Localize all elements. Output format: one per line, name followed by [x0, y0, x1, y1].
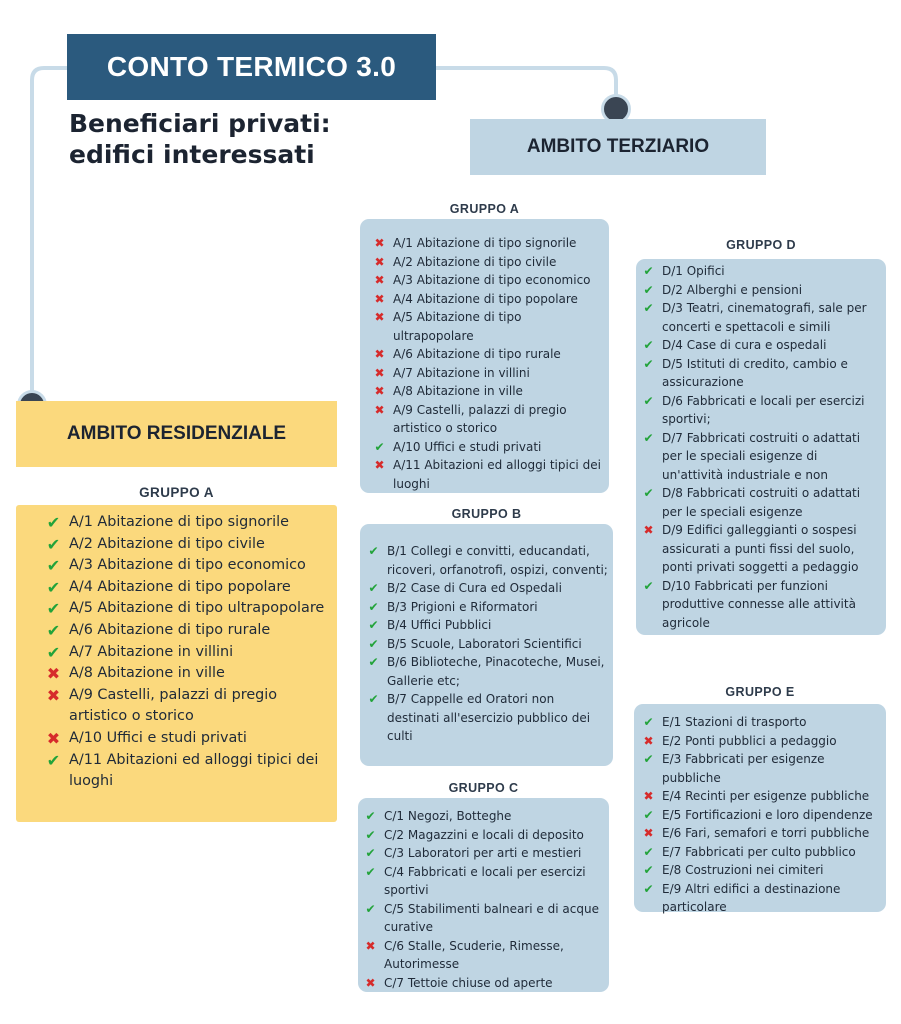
list-item	[366, 653, 609, 690]
list-item	[44, 598, 329, 620]
list-item-label: E/2 Ponti pubblici a pedaggio	[662, 733, 837, 748]
list-item	[641, 299, 878, 336]
check-icon: ✔	[46, 556, 61, 576]
cross-icon: ✖	[365, 938, 376, 953]
check-icon: ✔	[643, 356, 654, 371]
list-item-label: D/4 Case di cura e ospedali	[662, 338, 827, 352]
list-item	[641, 577, 878, 633]
list-item	[641, 843, 884, 862]
list-item	[372, 290, 603, 309]
check-icon: ✔	[643, 393, 654, 408]
cross-icon: ✖	[365, 975, 376, 990]
cross-icon: ✖	[46, 664, 61, 684]
list-item-label: D/1 Opifici	[662, 264, 725, 278]
check-icon: ✔	[643, 752, 654, 766]
list-item	[372, 345, 603, 364]
list-item-label: A/2 Abitazione di tipo civile	[393, 254, 557, 269]
check-icon: ✔	[643, 301, 654, 315]
check-icon: ✔	[365, 846, 376, 860]
terziario-gruppo-d-list	[636, 259, 886, 635]
list-item-label: D/2 Alberghi e pensioni	[662, 282, 803, 297]
check-icon: ✔	[368, 655, 379, 669]
list-item-label: E/6 Fari, semafori e torri pubbliche	[662, 826, 870, 840]
list-item	[641, 861, 884, 880]
list-item	[372, 401, 603, 438]
cross-icon: ✖	[643, 523, 654, 537]
list-item-label: E/4 Recinti per esigenze pubbliche	[662, 789, 870, 803]
check-icon: ✔	[643, 282, 654, 297]
cross-icon: ✖	[46, 728, 61, 748]
list-item	[641, 806, 884, 825]
list-item	[641, 824, 884, 843]
check-icon: ✔	[365, 809, 376, 823]
list-item-label: A/6 Abitazione di tipo rurale	[393, 347, 561, 361]
check-icon: ✔	[365, 864, 376, 879]
check-icon: ✔	[368, 599, 379, 614]
list-item	[372, 382, 603, 401]
terziario-gruppo-e-list	[634, 704, 886, 912]
list-item-label: B/6 Biblioteche, Pinacoteche, Musei, Gallerie etc;	[387, 655, 605, 688]
list-item-label: C/5 Stabilimenti balneari e di acque curative	[384, 901, 599, 934]
cross-icon: ✖	[643, 826, 654, 840]
list-item	[363, 937, 605, 974]
list-item-label: D/5 Istituti di credito, cambio e assicurazione	[662, 356, 848, 389]
list-item	[366, 598, 609, 617]
list-item-label: A/6 Abitazione di tipo rurale	[69, 621, 271, 638]
list-item-label: A/1 Abitazione di tipo signorile	[393, 236, 577, 250]
list-item	[641, 732, 884, 751]
list-item-label: A/8 Abitazione in ville	[69, 665, 225, 682]
list-item	[44, 728, 329, 750]
list-item-label: D/3 Teatri, cinematografi, sale per concerti e spettacoli e simili	[662, 301, 867, 334]
list-item	[641, 521, 878, 577]
subtitle-line-2: edifici interessati	[69, 140, 315, 169]
list-item-label: B/5 Scuole, Laboratori Scientifici	[387, 636, 582, 651]
list-item	[641, 484, 878, 521]
list-item	[372, 308, 603, 345]
list-item	[44, 555, 329, 577]
list-item-label: B/2 Case di Cura ed Ospedali	[387, 581, 562, 595]
check-icon: ✔	[46, 599, 61, 619]
cross-icon: ✖	[374, 384, 385, 398]
list-item	[363, 974, 605, 993]
list-item	[363, 807, 605, 826]
list-item-label: C/4 Fabbricati e locali per esercizi sportivi	[384, 864, 586, 897]
list-item-label: E/7 Fabbricati per culto pubblico	[662, 844, 856, 859]
list-item	[363, 863, 605, 900]
cross-icon: ✖	[46, 685, 61, 705]
ambito-terziario-label: AMBITO TERZIARIO	[470, 119, 766, 175]
check-icon: ✔	[368, 581, 379, 595]
list-item-label: A/4 Abitazione di tipo popolare	[69, 578, 291, 595]
terziario-gruppo-a-list	[360, 219, 609, 493]
list-item-label: A/2 Abitazione di tipo civile	[69, 535, 265, 552]
list-item	[366, 616, 609, 635]
residenziale-gruppo-a-list	[16, 505, 337, 822]
list-item-label: A/3 Abitazione di tipo economico	[69, 557, 306, 574]
check-icon: ✔	[46, 513, 61, 532]
list-item	[44, 685, 329, 728]
list-item-label: A/9 Castelli, palazzi di pregio artistico o storico	[393, 402, 567, 435]
list-item	[44, 642, 329, 664]
list-item	[44, 663, 329, 685]
list-item	[372, 364, 603, 383]
check-icon: ✔	[365, 901, 376, 916]
terziario-gruppo-b-heading: GRUPPO B	[451, 507, 522, 521]
list-item-label: E/1 Stazioni di trasporto	[662, 715, 807, 729]
list-item-label: D/9 Edifici galleggianti o sospesi assicurati a punti fissi del suolo, ponti privati soggetti a pedaggio	[662, 523, 859, 574]
list-item	[363, 844, 605, 863]
list-item-label: D/8 Fabbricati costruiti o adattati per le speciali esigenze	[662, 486, 861, 519]
check-icon: ✔	[368, 544, 379, 558]
check-icon: ✔	[46, 534, 61, 554]
cross-icon: ✖	[374, 347, 385, 361]
list-item	[44, 577, 329, 599]
list-item	[641, 429, 878, 485]
list-item	[44, 750, 329, 793]
check-icon: ✔	[643, 486, 654, 500]
cross-icon: ✖	[374, 458, 385, 472]
ambito-residenziale-label: AMBITO RESIDENZIALE	[16, 401, 337, 467]
list-item	[641, 336, 878, 355]
check-icon: ✔	[374, 439, 385, 454]
list-item-label: A/9 Castelli, palazzi di pregio artistico o storico	[69, 686, 278, 725]
check-icon: ✔	[643, 578, 654, 593]
list-item-label: B/4 Uffici Pubblici	[387, 618, 492, 632]
cross-icon: ✖	[643, 733, 654, 748]
list-item	[44, 620, 329, 642]
list-item	[372, 456, 603, 493]
check-icon: ✔	[643, 338, 654, 352]
list-item	[363, 900, 605, 937]
list-item-label: E/5 Fortificazioni e loro dipendenze	[662, 807, 873, 822]
cross-icon: ✖	[374, 236, 385, 250]
check-icon: ✔	[368, 618, 379, 632]
list-item	[44, 512, 329, 534]
terziario-gruppo-c-list	[358, 798, 609, 992]
check-icon: ✔	[643, 715, 654, 729]
list-item	[641, 262, 878, 281]
list-item	[366, 690, 609, 746]
terziario-gruppo-c-heading: GRUPPO C	[448, 781, 519, 795]
list-item-label: C/7 Tettoie chiuse od aperte	[384, 975, 553, 990]
check-icon: ✔	[368, 692, 379, 706]
list-item-label: E/9 Altri edifici a destinazione particolare	[662, 881, 841, 914]
check-icon: ✔	[643, 844, 654, 859]
list-item	[44, 534, 329, 556]
list-item-label: B/3 Prigioni e Riformatori	[387, 599, 538, 614]
list-item-label: B/7 Cappelle ed Oratori non destinati all'esercizio pubblico dei culti	[387, 692, 591, 743]
cross-icon: ✖	[374, 254, 385, 269]
list-item-label: A/7 Abitazione in villini	[393, 365, 530, 380]
page-subtitle	[69, 108, 389, 170]
list-item-label: E/8 Costruzioni nei cimiteri	[662, 863, 824, 877]
cross-icon: ✖	[374, 291, 385, 306]
list-item	[372, 253, 603, 272]
check-icon: ✔	[46, 750, 61, 770]
check-icon: ✔	[46, 577, 61, 597]
main-title: CONTO TERMICO 3.0	[67, 34, 436, 100]
list-item	[366, 579, 609, 598]
list-item-label: C/6 Stalle, Scuderie, Rimesse, Autorimesse	[384, 938, 564, 971]
list-item-label: D/7 Fabbricati costruiti o adattati per le speciali esigenze di un'attività industriale e non	[662, 430, 861, 482]
list-item	[372, 438, 603, 457]
list-item-label: C/3 Laboratori per arti e mestieri	[384, 846, 582, 860]
check-icon: ✔	[46, 642, 61, 662]
list-item-label: A/11 Abitazioni ed alloggi tipici dei luoghi	[69, 751, 319, 790]
list-item-label: A/5 Abitazione di tipo ultrapopolare	[69, 600, 325, 617]
list-item-label: D/6 Fabbricati e locali per esercizi sportivi;	[662, 393, 865, 426]
list-item-label: A/10 Uffici e studi privati	[393, 439, 542, 454]
list-item-label: C/2 Magazzini e locali di deposito	[384, 827, 584, 842]
list-item-label: A/8 Abitazione in ville	[393, 384, 523, 398]
check-icon: ✔	[643, 430, 654, 445]
list-item-label: E/3 Fabbricati per esigenze pubbliche	[662, 752, 825, 785]
list-item-label: A/3 Abitazione di tipo economico	[393, 273, 591, 287]
list-item	[372, 234, 603, 253]
terziario-gruppo-a-heading: GRUPPO A	[449, 202, 520, 216]
check-icon: ✔	[643, 881, 654, 896]
check-icon: ✔	[46, 620, 61, 640]
terziario-gruppo-b-list	[360, 524, 613, 766]
list-item	[641, 880, 884, 917]
list-item-label: A/11 Abitazioni ed alloggi tipici dei luoghi	[393, 458, 601, 491]
terziario-gruppo-e-heading: GRUPPO E	[725, 685, 795, 699]
residenziale-gruppo-a-heading: GRUPPO A	[139, 485, 214, 500]
list-item-label: B/1 Collegi e convitti, educandati, ricoveri, orfanotrofi, ospizi, conventi;	[387, 544, 608, 577]
check-icon: ✔	[368, 636, 379, 651]
list-item	[641, 750, 884, 787]
list-item-label: A/5 Abitazione di tipo ultrapopolare	[393, 310, 522, 343]
list-item-label: D/10 Fabbricati per funzioni produttive connesse alle attività agricole	[662, 578, 856, 630]
list-item	[641, 281, 878, 300]
list-item-label: C/1 Negozi, Botteghe	[384, 809, 512, 823]
check-icon: ✔	[365, 827, 376, 842]
subtitle-line-1: Beneficiari privati:	[69, 109, 331, 138]
list-item	[641, 392, 878, 429]
list-item	[641, 787, 884, 806]
cross-icon: ✖	[374, 273, 385, 287]
list-item-label: A/1 Abitazione di tipo signorile	[69, 514, 289, 530]
list-item-label: A/7 Abitazione in villini	[69, 643, 234, 660]
list-item	[363, 826, 605, 845]
list-item	[372, 271, 603, 290]
list-item-label: A/4 Abitazione di tipo popolare	[393, 291, 578, 306]
cross-icon: ✖	[374, 310, 385, 324]
list-item	[366, 635, 609, 654]
list-item	[641, 355, 878, 392]
list-item	[641, 713, 884, 732]
check-icon: ✔	[643, 264, 654, 278]
check-icon: ✔	[643, 807, 654, 822]
cross-icon: ✖	[374, 402, 385, 417]
check-icon: ✔	[643, 863, 654, 877]
cross-icon: ✖	[643, 789, 654, 803]
cross-icon: ✖	[374, 365, 385, 380]
terziario-gruppo-d-heading: GRUPPO D	[726, 238, 796, 252]
list-item-label: A/10 Uffici e studi privati	[69, 729, 247, 746]
list-item	[366, 542, 609, 579]
